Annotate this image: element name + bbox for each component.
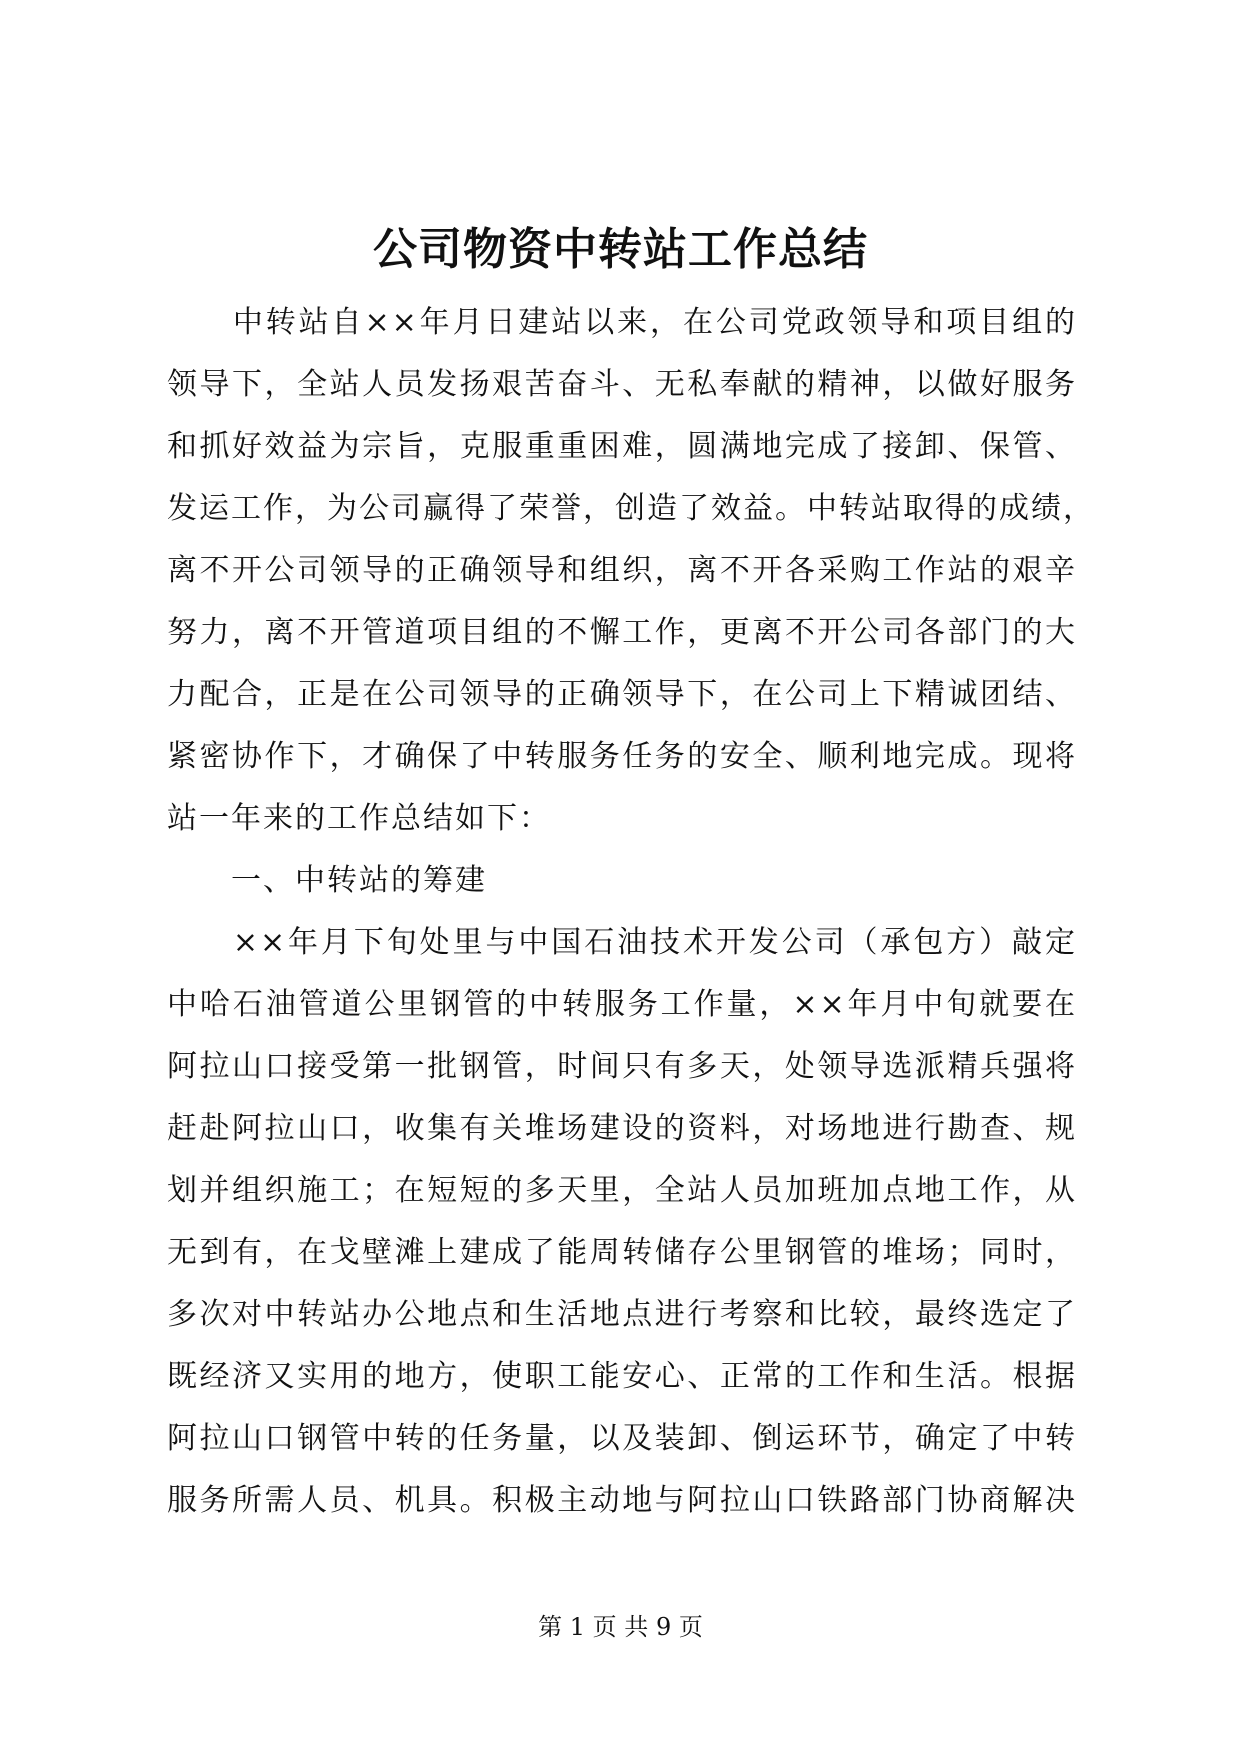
body-line: 服务所需人员、机具。积极主动地与阿拉山口铁路部门协商解决 — [167, 1483, 1077, 1518]
body-line: 既经济又实用的地方，使职工能安心、正常的工作和生活。根据 — [167, 1359, 1077, 1394]
body-line: 赶赴阿拉山口，收集有关堆场建设的资料，对场地进行勘查、规 — [167, 1111, 1077, 1146]
body-line: 中哈石油管道公里钢管的中转服务工作量，××年月中旬就要在 — [167, 987, 1077, 1022]
section-heading: 一、中转站的筹建 — [167, 863, 487, 898]
body-line: 站一年来的工作总结如下： — [167, 801, 551, 836]
body-line: 努力，离不开管道项目组的不懈工作，更离不开公司各部门的大 — [167, 615, 1077, 650]
body-line: 划并组织施工；在短短的多天里，全站人员加班加点地工作，从 — [167, 1173, 1077, 1208]
body-line: 发运工作，为公司赢得了荣誉，创造了效益。中转站取得的成绩， — [167, 491, 1095, 526]
body-line: 中转站自××年月日建站以来，在公司党政领导和项目组的 — [167, 305, 1077, 340]
body-line: 多次对中转站办公地点和生活地点进行考察和比较，最终选定了 — [167, 1297, 1077, 1332]
document-body — [167, 292, 1095, 1532]
body-line: ××年月下旬处里与中国石油技术开发公司（承包方）敲定 — [167, 925, 1077, 960]
document-title: 公司物资中转站工作总结 — [373, 224, 868, 275]
page-number-footer: 第 1 页 共 9 页 — [538, 1613, 703, 1641]
body-line: 离不开公司领导的正确领导和组织，离不开各采购工作站的艰辛 — [167, 553, 1077, 588]
body-line: 阿拉山口钢管中转的任务量，以及装卸、倒运环节，确定了中转 — [167, 1421, 1077, 1456]
body-line: 无到有，在戈壁滩上建成了能周转储存公里钢管的堆场；同时， — [167, 1235, 1077, 1270]
body-line: 领导下，全站人员发扬艰苦奋斗、无私奉献的精神，以做好服务 — [167, 367, 1077, 402]
body-line: 力配合，正是在公司领导的正确领导下，在公司上下精诚团结、 — [167, 677, 1077, 712]
body-line: 和抓好效益为宗旨，克服重重困难，圆满地完成了接卸、保管、 — [167, 429, 1077, 464]
body-line: 紧密协作下，才确保了中转服务任务的安全、顺利地完成。现将 — [167, 739, 1077, 774]
body-line: 阿拉山口接受第一批钢管，时间只有多天，处领导选派精兵强将 — [167, 1049, 1077, 1084]
